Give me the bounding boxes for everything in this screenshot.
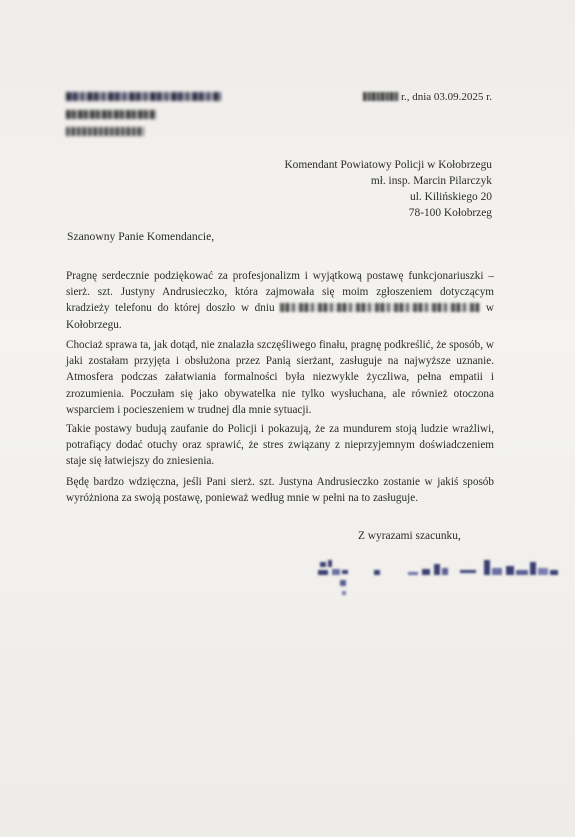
- recipient-line: mł. insp. Marcin Pilarczyk: [370, 175, 492, 187]
- place-and-date: [363, 91, 492, 103]
- paragraph-2: Chociaż sprawa ta, jak dotąd, nie znalazła szczęśliwego finału, pragnę podkreślić, że sposób, w jaki zostałam przyjęta i obsłużona przez Panią sierżant, zasługuje na najwyższe uznanie. Atmosfera podczas załatwiania formalności była niezwykle życzliwa, pełna empatii i zrozumienia. Poczułam się jako obywatelka nie tylko wysłuchana, ale również otoczona wsparciem i pocieszeniem w trudnej dla mnie sytuacji.: [66, 339, 494, 416]
- incident-date-redacted: [280, 303, 480, 312]
- date-text: r., dnia 03.09.2025 r.: [400, 91, 492, 103]
- paragraph-3: Takie postawy budują zaufanie do Policji i pokazują, że za mundurem stoją ludzie wrażliwi, potrafiący dodać otuchy oraz sprawić, że stres związany z nieprzyjemnym doświadczeniem staje się łatwiejszy do zniesienia.: [66, 423, 494, 468]
- paragraph-1: [66, 268, 494, 333]
- closing-phrase: Z wyrazami szacunku,: [358, 530, 461, 542]
- paragraph-text: Pragnę serdecznie podziękować za profesjonalizm i wyjątkową postawę funkcjonariuszki – sierż. szt. Justyny Andrusieczko, która zajmowała się moim zgłoszeniem dotyczącym kradzieży telefonu do której doszło w dniu: [66, 270, 494, 315]
- recipient-line: 78-100 Kołobrzeg: [408, 207, 492, 219]
- paragraph-4: Będę bardzo wdzięczna, jeśli Pani sierż. szt. Justyna Andrusieczko zostanie w jakiś sposób wyróżniona za swoją postawę, ponieważ według mnie w pełni na to zasługuje.: [66, 476, 494, 505]
- salutation: Szanowny Panie Komendancie,: [67, 230, 215, 243]
- place-redacted: [363, 92, 399, 101]
- recipient-address: [284, 157, 492, 221]
- paragraph-text: w Kołobrzegu.: [66, 302, 495, 331]
- recipient-line: Komendant Powiatowy Policji w Kołobrzegu: [284, 159, 492, 171]
- recipient-line: ul. Kilińskiego 20: [410, 191, 492, 203]
- signature-redacted: [312, 554, 572, 602]
